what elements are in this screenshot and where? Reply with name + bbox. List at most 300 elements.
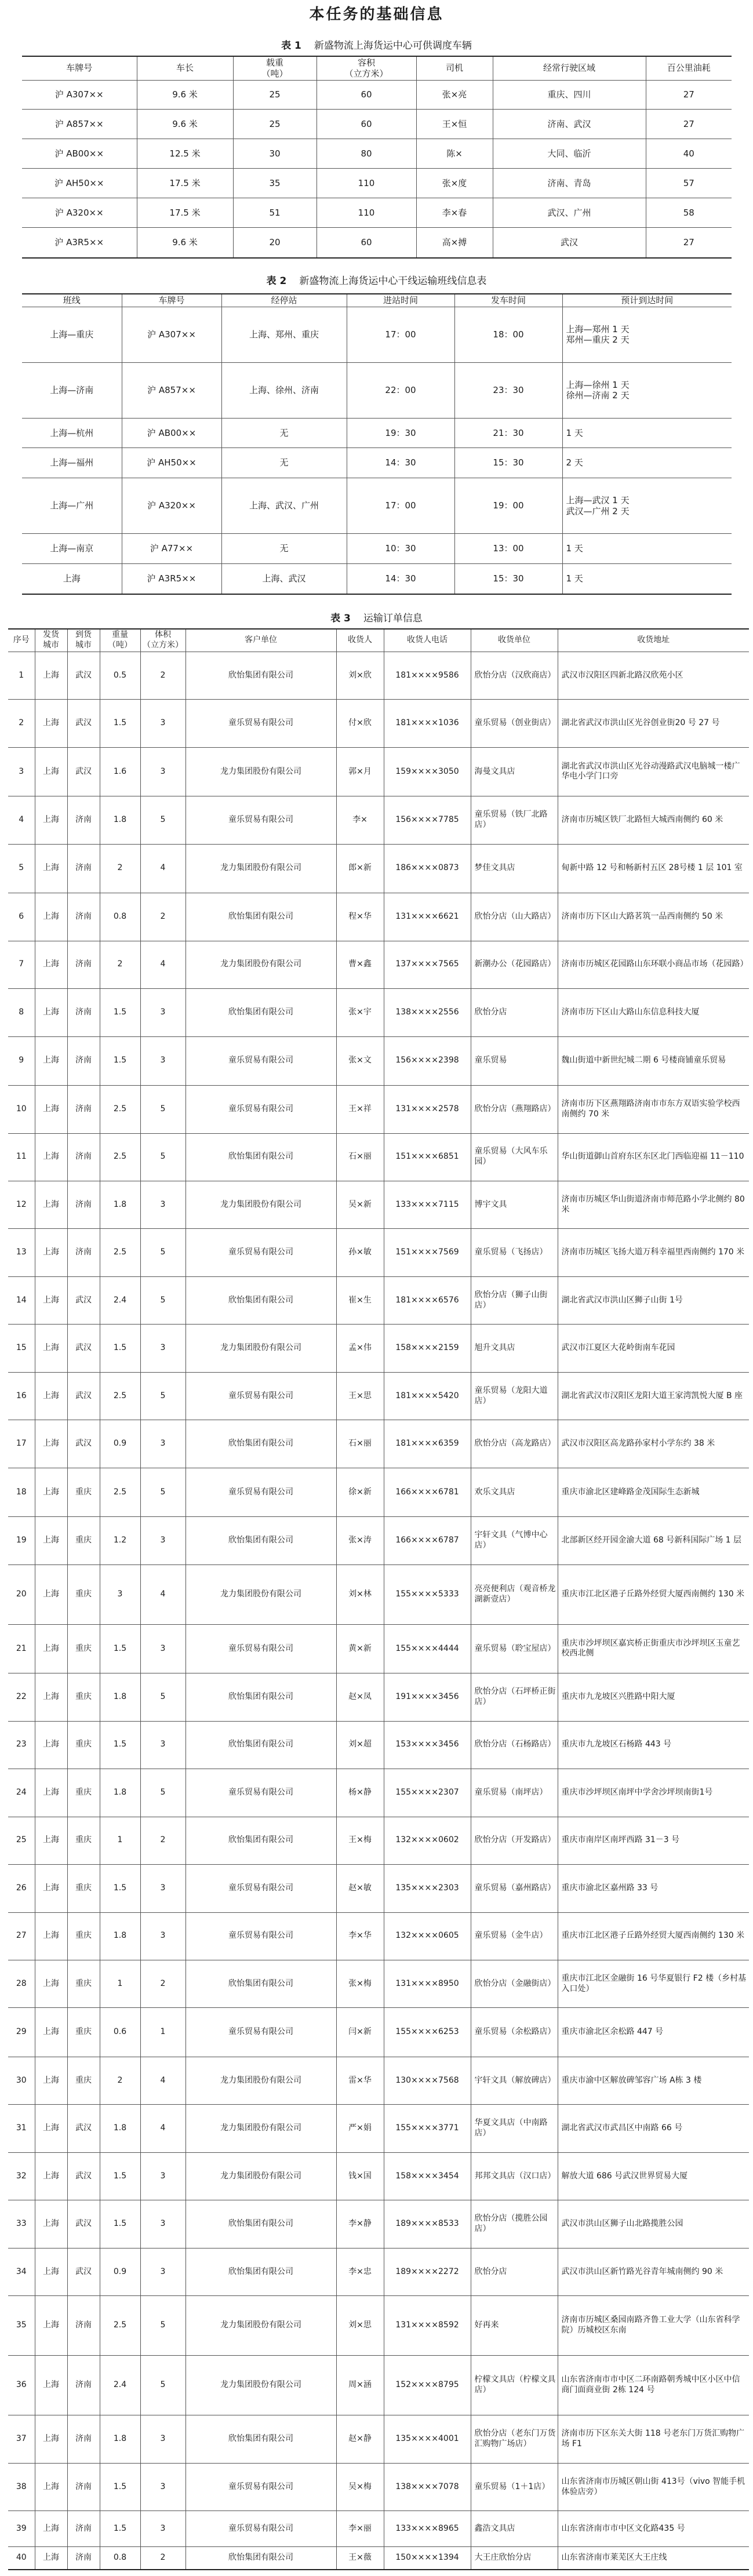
order-table-cell: 龙力集团股份有限公司 <box>185 1181 336 1228</box>
order-table-cell: 柠檬文具店（柠檬文具店） <box>471 2356 558 2415</box>
order-table-cell: 欣怡分店（揽胜公园店） <box>471 2200 558 2248</box>
order-table-cell: 5 <box>140 1276 185 1324</box>
order-table-cell: 191××××3456 <box>384 1673 471 1721</box>
vehicle-table-cell: 陈× <box>416 139 493 169</box>
order-table-cell: 新潮办公（花园路店） <box>471 941 558 988</box>
vehicle-table-cell: 80 <box>317 139 416 169</box>
order-table-row <box>8 1229 749 1276</box>
order-table-cell: 济南市历下区山大路茗筑一品西南侧约 50 米 <box>558 893 749 941</box>
vehicle-table-header-cell: 百公里油耗 <box>646 56 732 80</box>
order-table-cell: 王×祥 <box>336 1086 384 1133</box>
order-table-cell: 上海 <box>35 1624 67 1673</box>
vehicle-table-cell: 60 <box>317 80 416 110</box>
order-table-cell: 武汉 <box>67 700 100 747</box>
route-table-row <box>22 534 732 564</box>
order-table-cell: 童乐贸易（龙阳大道店） <box>471 1372 558 1420</box>
order-table-cell: 童乐贸易（聆宝屋店） <box>471 1624 558 1673</box>
order-table-cell: 4 <box>140 2105 185 2152</box>
order-table-cell: 亮亮便利店（观音桥龙湖新壹店） <box>471 1564 558 1624</box>
order-table-cell: 135××××4001 <box>384 2415 471 2463</box>
vehicle-table-cell: 大同、临沂 <box>493 139 646 169</box>
order-table-cell: 2 <box>140 893 185 941</box>
vehicle-table-cell: 51 <box>233 198 317 228</box>
order-table-row <box>8 2008 749 2057</box>
order-table-cell: 3 <box>140 2463 185 2510</box>
order-table-cell: 2.4 <box>100 1276 140 1324</box>
order-table-cell: 王×梅 <box>336 1817 384 1864</box>
order-table-cell: 武汉市汉阳区四新北路汉欣苑小区 <box>558 652 749 699</box>
order-table-cell: 好再来 <box>471 2296 558 2356</box>
order-table-cell: 151××××6851 <box>384 1133 471 1181</box>
order-table-row <box>8 2547 749 2570</box>
order-table-cell: 济南 <box>67 1133 100 1181</box>
order-table-cell: 3 <box>140 2152 185 2200</box>
order-table-cell: 37 <box>8 2415 35 2463</box>
order-table-cell: 1 <box>100 1817 140 1864</box>
order-table-cell: 济南 <box>67 2463 100 2510</box>
order-table-cell: 徐×新 <box>336 1468 384 1517</box>
order-table-row <box>8 1817 749 1864</box>
order-table-cell: 上海 <box>35 747 67 796</box>
order-table-cell: 3 <box>100 1564 140 1624</box>
order-table-cell: 龙力集团股份有限公司 <box>185 941 336 988</box>
route-table-cell: 14：30 <box>347 563 454 594</box>
vehicle-table-cell: 57 <box>646 169 732 198</box>
order-table-cell: 李×静 <box>336 2200 384 2248</box>
order-table-row <box>8 796 749 844</box>
order-table-cell: 6 <box>8 893 35 941</box>
order-table-cell: 张×涛 <box>336 1517 384 1564</box>
order-table-cell: 童乐贸易（南坪店） <box>471 1769 558 1817</box>
vehicle-table-cell: 张×度 <box>416 169 493 198</box>
table1-caption-text: 新盛物流上海货运中心可供调度车辆 <box>314 40 472 52</box>
order-table-cell: 3 <box>140 700 185 747</box>
order-table-cell: 重庆市九龙坡区石杨路 443 号 <box>558 1721 749 1769</box>
order-table-cell: 35 <box>8 2296 35 2356</box>
vehicle-table-cell: 9.6 米 <box>137 80 233 110</box>
vehicle-table-cell: 济南、青岛 <box>493 169 646 198</box>
order-table-cell: 雷×华 <box>336 2057 384 2104</box>
order-table-cell: 3 <box>140 2248 185 2295</box>
route-table-cell: 上海—武汉 1 天 武汉—广州 2 天 <box>562 478 732 534</box>
table2-number: 表 2 <box>266 275 287 287</box>
route-table-row <box>22 307 732 362</box>
order-table-cell: 5 <box>140 1086 185 1133</box>
order-table-cell: 155××××4444 <box>384 1624 471 1673</box>
order-table-cell: 132××××0602 <box>384 1817 471 1864</box>
route-table-cell: 上海、郑州、重庆 <box>221 307 347 362</box>
vehicle-table-cell: 济南、武汉 <box>493 110 646 139</box>
order-table-cell: 2 <box>100 844 140 893</box>
vehicle-table-cell: 武汉 <box>493 228 646 258</box>
order-table-cell: 2 <box>100 2057 140 2104</box>
order-table-cell: 9 <box>8 1036 35 1086</box>
order-table-cell: 138××××7078 <box>384 2463 471 2510</box>
order-table-cell: 济南 <box>67 1036 100 1086</box>
vehicle-table <box>22 56 732 259</box>
order-table-cell: 龙力集团股份有限公司 <box>185 1564 336 1624</box>
order-table-cell: 张×梅 <box>336 1960 384 2007</box>
order-table-cell: 1.8 <box>100 1769 140 1817</box>
order-table-cell: 159××××3050 <box>384 747 471 796</box>
order-table-row <box>8 2057 749 2104</box>
vehicle-table-cell: 27 <box>646 228 732 258</box>
order-table-cell: 周×涵 <box>336 2356 384 2415</box>
order-table-cell: 华夏文具店（中南路店） <box>471 2105 558 2152</box>
order-table-cell: 重庆市渝北区建峰路金茂国际生态新城 <box>558 1468 749 1517</box>
vehicle-table-cell: 60 <box>317 110 416 139</box>
order-table-cell: 上海 <box>35 1036 67 1086</box>
order-table-cell: 宇轩文具（气博中心店） <box>471 1517 558 1564</box>
order-table-row <box>8 1624 749 1673</box>
order-table-cell: 王×思 <box>336 1372 384 1420</box>
vehicle-table-row <box>22 169 732 198</box>
order-table-cell: 湖北省武汉市洪山区光谷动漫路武汉电脑城一楼广华电小学门口旁 <box>558 747 749 796</box>
order-table-cell: 童乐贸易有限公司 <box>185 2463 336 2510</box>
order-table-cell: 3 <box>140 2415 185 2463</box>
order-table-cell: 3 <box>140 1865 185 1912</box>
order-table-cell: 189××××2272 <box>384 2248 471 2295</box>
order-table-cell: 131××××8950 <box>384 1960 471 2007</box>
order-table-cell: 上海 <box>35 1960 67 2007</box>
order-table-cell: 156××××2398 <box>384 1036 471 1086</box>
table1-caption <box>0 37 753 52</box>
route-table-cell: 23：30 <box>454 362 562 418</box>
order-table-cell: 武汉 <box>67 1276 100 1324</box>
order-table-cell: 1.2 <box>100 1517 140 1564</box>
order-table-cell: 5 <box>140 1229 185 1276</box>
route-table-cell: 上海—杭州 <box>22 418 122 448</box>
order-table-cell: 12 <box>8 1181 35 1228</box>
order-table-cell: 济南 <box>67 1086 100 1133</box>
order-table-cell: 上海 <box>35 1276 67 1324</box>
order-table-cell: 重庆 <box>67 1960 100 2007</box>
vehicle-table-header-cell: 司机 <box>416 56 493 80</box>
order-table-row <box>8 2152 749 2200</box>
order-table-cell: 166××××6787 <box>384 1517 471 1564</box>
route-table-cell: 沪 A3R5×× <box>122 563 221 594</box>
order-table-row <box>8 893 749 941</box>
order-table-cell: 童乐贸易（飞扬店） <box>471 1229 558 1276</box>
order-table-cell: 0.8 <box>100 2547 140 2570</box>
order-table-cell: 重庆 <box>67 1468 100 1517</box>
vehicle-table-cell: 20 <box>233 228 317 258</box>
vehicle-table-header-cell: 容积 （立方米） <box>317 56 416 80</box>
order-table-cell: 武汉 <box>67 1420 100 1468</box>
order-table-cell: 10 <box>8 1086 35 1133</box>
order-table-header-cell: 序号 <box>8 629 35 652</box>
vehicle-table-cell: 沪 A857×× <box>22 110 137 139</box>
order-table-cell: 北部新区经开园金渝大道 68 号新科国际广场 1 层 <box>558 1517 749 1564</box>
order-table-cell: 欣怡集团有限公司 <box>185 2200 336 2248</box>
order-table-cell: 1.8 <box>100 2105 140 2152</box>
order-table-row <box>8 1721 749 1769</box>
order-table-cell: 吴×梅 <box>336 2463 384 2510</box>
order-table-cell: 孙×敏 <box>336 1229 384 1276</box>
order-table-cell: 上海 <box>35 2296 67 2356</box>
order-table-cell: 石×丽 <box>336 1420 384 1468</box>
order-table-cell: 5 <box>140 796 185 844</box>
route-table-row <box>22 478 732 534</box>
order-table-cell: 严×娟 <box>336 2105 384 2152</box>
order-table-cell: 武汉市汉阳区高龙路孙家村小学东约 38 米 <box>558 1420 749 1468</box>
order-table-cell: 武汉 <box>67 2248 100 2295</box>
order-table-cell: 1.5 <box>100 1721 140 1769</box>
order-table-cell: 欣怡集团有限公司 <box>185 1817 336 1864</box>
order-table-cell: 5 <box>140 1372 185 1420</box>
order-table-row <box>8 1517 749 1564</box>
route-table-cell: 沪 A307×× <box>122 307 221 362</box>
order-table-cell: 重庆市江北区港子丘路外经贸大厦西南侧约 130 米 <box>558 1912 749 1960</box>
route-table-cell: 上海、武汉 <box>221 563 347 594</box>
order-table-cell: 34 <box>8 2248 35 2295</box>
order-table-row <box>8 1086 749 1133</box>
route-table-body <box>22 307 732 594</box>
route-table-cell: 1 天 <box>562 563 732 594</box>
vehicle-table-cell: 李×春 <box>416 198 493 228</box>
order-table-cell: 上海 <box>35 1420 67 1468</box>
route-table-cell: 1 天 <box>562 534 732 564</box>
order-table-header-cell: 收货地址 <box>558 629 749 652</box>
order-table-cell: 欣怡集团有限公司 <box>185 893 336 941</box>
route-table-row <box>22 418 732 448</box>
order-table-cell: 上海 <box>35 941 67 988</box>
order-table-cell: 3 <box>140 1517 185 1564</box>
route-table-row <box>22 448 732 478</box>
order-table-cell: 重庆市渝中区解放碑邹容广场 A栋 3 楼 <box>558 2057 749 2104</box>
order-table-row <box>8 1865 749 1912</box>
route-table-cell: 13：00 <box>454 534 562 564</box>
order-table-cell: 湖北省武汉市洪山区狮子山街 1号 <box>558 1276 749 1324</box>
order-table-cell: 155××××5333 <box>384 1564 471 1624</box>
order-table-cell: 上海 <box>35 844 67 893</box>
route-table-header-cell: 经停站 <box>221 294 347 307</box>
order-table-cell: 济南 <box>67 2547 100 2570</box>
order-table-cell: 上海 <box>35 893 67 941</box>
vehicle-table-cell: 12.5 米 <box>137 139 233 169</box>
order-table-cell: 欣怡分店（开发路店） <box>471 1817 558 1864</box>
order-table-cell: 重庆市江北区港子丘路外经贸大厦西南侧约 130 米 <box>558 1564 749 1624</box>
order-table-cell: 25 <box>8 1817 35 1864</box>
order-table-cell: 济南 <box>67 2296 100 2356</box>
order-table-row <box>8 1912 749 1960</box>
order-table-row <box>8 2511 749 2547</box>
order-table-cell: 5 <box>140 1133 185 1181</box>
route-table-cell: 上海—济南 <box>22 362 122 418</box>
order-table-cell: 上海 <box>35 2547 67 2570</box>
order-table-header-cell: 发货 城市 <box>35 629 67 652</box>
order-table-cell: 重庆 <box>67 1721 100 1769</box>
order-table-cell: 上海 <box>35 2152 67 2200</box>
order-table-cell: 32 <box>8 2152 35 2200</box>
route-table-cell: 上海—重庆 <box>22 307 122 362</box>
route-table-cell: 22：00 <box>347 362 454 418</box>
vehicle-table-cell: 40 <box>646 139 732 169</box>
vehicle-table-cell: 张×亮 <box>416 80 493 110</box>
order-table-cell: 崔×生 <box>336 1276 384 1324</box>
vehicle-table-row <box>22 139 732 169</box>
order-table-cell: 166××××6781 <box>384 1468 471 1517</box>
order-table-cell: 3 <box>140 1624 185 1673</box>
order-table-cell: 上海 <box>35 1769 67 1817</box>
order-table-row <box>8 747 749 796</box>
order-table-cell: 吴×新 <box>336 1181 384 1228</box>
order-table-cell: 龙力集团股份有限公司 <box>185 2152 336 2200</box>
order-table-cell: 2 <box>140 1960 185 2007</box>
order-table-cell: 189××××8533 <box>384 2200 471 2248</box>
order-table-cell: 华山街道御山首府东区东区北门西临迎福 11－110 <box>558 1133 749 1181</box>
order-table-cell: 济南 <box>67 1229 100 1276</box>
order-table-cell: 济南 <box>67 1181 100 1228</box>
order-table-row <box>8 1276 749 1324</box>
route-table-cell: 上海、武汉、广州 <box>221 478 347 534</box>
vehicle-table-cell: 25 <box>233 110 317 139</box>
table3-caption-text: 运输订单信息 <box>363 613 423 624</box>
order-table-cell: 武汉市洪山区狮子山北路揽胜公园 <box>558 2200 749 2248</box>
order-table-cell: 龙力集团股份有限公司 <box>185 747 336 796</box>
order-table-cell: 欣怡分店（山大路店） <box>471 893 558 941</box>
order-table-cell: 重庆 <box>67 1673 100 1721</box>
order-table-cell: 14 <box>8 1276 35 1324</box>
vehicle-table-cell: 27 <box>646 80 732 110</box>
order-table-cell: 155××××2307 <box>384 1769 471 1817</box>
order-table-cell: 解放大道 686 号武汉世界贸易大厦 <box>558 2152 749 2200</box>
order-table-cell: 1.5 <box>100 2152 140 2200</box>
order-table-header-cell: 到货 城市 <box>67 629 100 652</box>
order-table-cell: 3 <box>140 1036 185 1086</box>
order-table-cell: 赵×静 <box>336 2415 384 2463</box>
order-table-cell: 5 <box>140 1468 185 1517</box>
order-table-cell: 龙力集团股份有限公司 <box>185 2296 336 2356</box>
vehicle-table-cell: 9.6 米 <box>137 110 233 139</box>
order-table-header-cell: 收货人 <box>336 629 384 652</box>
order-table-cell: 童乐贸易有限公司 <box>185 1036 336 1086</box>
order-table-cell: 海曼文具店 <box>471 747 558 796</box>
order-table-cell: 4 <box>140 844 185 893</box>
order-table-cell: 钱×国 <box>336 2152 384 2200</box>
order-table-cell: 黄×新 <box>336 1624 384 1673</box>
order-table-cell: 2 <box>140 652 185 699</box>
order-table-cell: 上海 <box>35 1564 67 1624</box>
order-table-cell: 童乐贸易 <box>471 1036 558 1086</box>
order-table-cell: 龙力集团股份有限公司 <box>185 844 336 893</box>
route-table-cell: 14：30 <box>347 448 454 478</box>
vehicle-table-cell: 沪 A307×× <box>22 80 137 110</box>
order-table-cell: 重庆市渝北区余松路 447 号 <box>558 2008 749 2057</box>
order-table-cell: 欢乐文具店 <box>471 1468 558 1517</box>
vehicle-table-cell: 王×恒 <box>416 110 493 139</box>
order-table-cell: 武汉 <box>67 1372 100 1420</box>
order-table-cell: 武汉 <box>67 2200 100 2248</box>
order-table-cell: 3 <box>140 2511 185 2547</box>
vehicle-table-cell: 9.6 米 <box>137 228 233 258</box>
order-table-row <box>8 1420 749 1468</box>
order-table-cell: 济南 <box>67 2356 100 2415</box>
order-table-cell: 曹×鑫 <box>336 941 384 988</box>
order-table-cell: 158××××2159 <box>384 1325 471 1372</box>
order-table-cell: 133××××7115 <box>384 1181 471 1228</box>
order-table-cell: 4 <box>140 2057 185 2104</box>
order-table-cell: 山东省济南市莱芜区大王庄线 <box>558 2547 749 2570</box>
order-table-cell: 155××××3771 <box>384 2105 471 2152</box>
order-table-cell: 郭×月 <box>336 747 384 796</box>
order-table-cell: 张×宇 <box>336 989 384 1036</box>
order-table-cell: 1 <box>8 652 35 699</box>
order-table-cell: 150××××1394 <box>384 2547 471 2570</box>
order-table-cell: 李×华 <box>336 1912 384 1960</box>
order-table-cell: 2 <box>8 700 35 747</box>
table2-caption-text: 新盛物流上海货运中心干线运输班线信息表 <box>299 275 487 287</box>
order-table-cell: 济南 <box>67 2511 100 2547</box>
vehicle-table-header-cell: 车牌号 <box>22 56 137 80</box>
vehicle-table-row <box>22 198 732 228</box>
order-table-row <box>8 1372 749 1420</box>
order-table-cell: 33 <box>8 2200 35 2248</box>
order-table-cell: 刘×林 <box>336 1564 384 1624</box>
order-table-cell: 欣怡分店（金融街店） <box>471 1960 558 2007</box>
order-table-cell: 3 <box>140 747 185 796</box>
order-table-cell: 2.5 <box>100 1229 140 1276</box>
order-table-cell: 5 <box>140 2356 185 2415</box>
order-table-cell: 0.9 <box>100 1420 140 1468</box>
order-table-cell: 湖北省武汉市洪山区光谷创业街20 号 27 号 <box>558 700 749 747</box>
order-table-cell: 3 <box>140 1912 185 1960</box>
order-table-cell: 39 <box>8 2511 35 2547</box>
order-table-cell: 武汉 <box>67 1325 100 1372</box>
route-table-header <box>22 294 732 307</box>
order-table-cell: 童乐贸易有限公司 <box>185 700 336 747</box>
order-table-cell: 17 <box>8 1420 35 1468</box>
route-table-cell: 17：00 <box>347 307 454 362</box>
order-table-cell: 童乐贸易（1＋1店） <box>471 2463 558 2510</box>
order-table-cell: 上海 <box>35 1817 67 1864</box>
vehicle-table-header-cell: 车长 <box>137 56 233 80</box>
order-table-cell: 梦佳文具店 <box>471 844 558 893</box>
order-table-cell: 重庆市沙坪坝区嘉宾桥正街重庆市沙坪坝区玉童艺校西北侧 <box>558 1624 749 1673</box>
order-table-cell: 24 <box>8 1769 35 1817</box>
order-table-cell: 鑫浩文具店 <box>471 2511 558 2547</box>
order-table-cell: 3 <box>140 1325 185 1372</box>
order-table-cell: 济南市历城区铁厂北路恒大城西南侧约 60 米 <box>558 796 749 844</box>
route-table-cell: 无 <box>221 448 347 478</box>
order-table-cell: 童乐贸易（创业街店） <box>471 700 558 747</box>
order-table-cell: 3 <box>140 1721 185 1769</box>
order-table-cell: 龙力集团股份有限公司 <box>185 1325 336 1372</box>
order-table-cell: 济南 <box>67 796 100 844</box>
order-table-cell: 欣怡集团有限公司 <box>185 1960 336 2007</box>
order-table-header-cell: 收货人电话 <box>384 629 471 652</box>
route-table-cell: 无 <box>221 534 347 564</box>
order-table-cell: 宇轩文具（解放碑店） <box>471 2057 558 2104</box>
order-table-cell: 济南市历城区桑园南路齐鲁工业大学（山东省科学院）历城校区东南 <box>558 2296 749 2356</box>
order-table-cell: 130××××7568 <box>384 2057 471 2104</box>
order-table-cell: 上海 <box>35 1912 67 1960</box>
order-table-cell: 重庆市江北区金融街 16 号华夏银行 F2 楼（乡村基入口处） <box>558 1960 749 2007</box>
order-table-cell: 4 <box>140 1564 185 1624</box>
order-table-cell: 5 <box>140 2296 185 2356</box>
order-table-row <box>8 1181 749 1228</box>
order-table-cell: 李×忠 <box>336 2248 384 2295</box>
vehicle-table-cell: 110 <box>317 169 416 198</box>
order-table-cell: 欣怡分店（老东门万货汇购物广场店） <box>471 2415 558 2463</box>
order-table-cell: 131××××8592 <box>384 2296 471 2356</box>
route-table-cell: 上海—广州 <box>22 478 122 534</box>
order-table-cell: 童乐贸易（大风车乐园） <box>471 1133 558 1181</box>
order-table-cell: 山东省济南市历城区朝山街 413号（vivo 智能手机体验店旁） <box>558 2463 749 2510</box>
order-table-row <box>8 844 749 893</box>
order-table-cell: 26 <box>8 1865 35 1912</box>
order-table <box>8 628 749 2570</box>
